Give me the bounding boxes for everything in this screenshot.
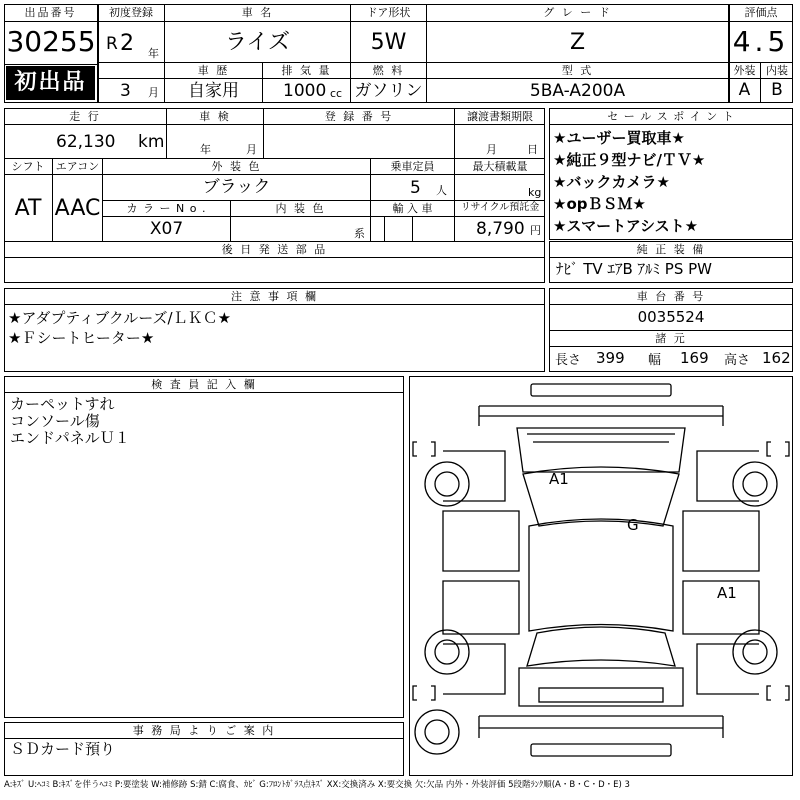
note-item: ★Ｆシートヒーター★ — [8, 329, 155, 347]
car-diagram — [409, 376, 793, 776]
fuel-label: 燃 料 — [372, 64, 405, 77]
ac-label: エアコン — [55, 160, 100, 173]
mileage-unit: km — [138, 132, 165, 152]
door-label: ドア形状 — [366, 6, 411, 19]
recycle-label: リサイクル預託金 — [460, 202, 540, 213]
name-label: 車 名 — [241, 6, 274, 19]
notes-label: 注 意 事 項 欄 — [231, 290, 318, 303]
transfer-day-unit: 日 — [527, 143, 538, 156]
damage-mark: G — [627, 516, 639, 534]
first-listing-text: 初出品 — [14, 70, 87, 95]
damage-mark: A1 — [549, 470, 569, 488]
inspection-month-unit: 月 — [246, 143, 257, 156]
import-label: 輸 入 車 — [392, 202, 433, 215]
reg-year-unit: 年 — [148, 47, 159, 60]
transfer-month-unit: 月 — [486, 143, 497, 156]
reg-month-unit: 月 — [148, 86, 159, 99]
color-no: X07 — [149, 219, 184, 239]
mileage-label: 走 行 — [69, 110, 101, 123]
width: 169 — [680, 349, 709, 367]
equipment: ﾅﾋﾞ TV ｴｱB ｱﾙﾐ PS PW — [556, 260, 712, 278]
history-label: 車 歴 — [197, 64, 230, 77]
ext-grade: A — [738, 80, 751, 100]
capacity-label: 乗車定員 — [390, 160, 435, 173]
exterior-color: ブラック — [202, 177, 271, 197]
reg-label: 初度登録 — [109, 6, 153, 19]
ac: AAC — [54, 196, 101, 221]
inspection-label: 車 検 — [199, 110, 231, 123]
shift: AT — [14, 196, 42, 221]
dims-label: 諸 元 — [655, 332, 687, 345]
load-label: 最大積載量 — [472, 160, 528, 173]
recycle-fee: 8,790 — [476, 219, 525, 239]
reg-era: R — [106, 34, 118, 54]
chassis-label: 車 台 番 号 — [636, 290, 706, 303]
fuel: ガソリン — [354, 81, 423, 101]
capacity: 5 — [410, 178, 421, 198]
interior-color-unit: 系 — [354, 227, 365, 240]
model-code: 5BA-A200A — [529, 81, 626, 101]
mileage: 62,130 — [56, 132, 116, 152]
office-note: ＳＤカード預り — [10, 740, 116, 758]
interior-color-label: 内 装 色 — [275, 202, 326, 215]
displacement: 1000 — [283, 81, 327, 101]
disp-unit: cc — [330, 87, 343, 100]
office-label: 事 務 局 よ り ご 案 内 — [132, 724, 276, 737]
sales-point: ★opＢＳＭ★ — [553, 195, 646, 213]
model-label: 型 式 — [561, 64, 594, 77]
capacity-unit: 人 — [436, 184, 447, 197]
sales-points-label: セ ー ル ス ポ イ ン ト — [607, 110, 735, 123]
height-label: 高さ — [724, 353, 751, 368]
damage-mark: A1 — [717, 584, 737, 602]
sales-point: ★スマートアシスト★ — [553, 217, 699, 235]
plate-label: 登 録 番 号 — [324, 110, 394, 123]
transfer-label: 譲渡書類期限 — [467, 110, 533, 123]
length-label: 長さ — [555, 353, 582, 368]
equipment-label: 純 正 装 備 — [636, 243, 706, 256]
sales-point: ★純正９型ナビ/ＴＶ★ — [553, 151, 706, 169]
color-label: 外 装 色 — [211, 160, 262, 173]
length: 399 — [596, 349, 625, 367]
recycle-unit: 円 — [530, 224, 541, 237]
color-no-label: カ ラ ー N o . — [126, 202, 207, 215]
chassis-number: 0035524 — [637, 308, 705, 326]
history: 自家用 — [188, 81, 239, 101]
load-unit: kg — [528, 186, 542, 199]
grade-label: グ レ ー ド — [543, 6, 612, 19]
disp-label: 排 気 量 — [281, 64, 332, 77]
sales-point: ★ユーザー買取車★ — [553, 129, 685, 147]
score: 4.5 — [732, 25, 790, 58]
int-label: 内装 — [766, 64, 788, 77]
lot-label: 出品番号 — [24, 6, 77, 19]
later-parts-label: 後 日 発 送 部 品 — [221, 243, 328, 256]
reg-month: 3 — [120, 81, 131, 101]
shift-label: シフト — [11, 160, 45, 173]
grade: Z — [569, 30, 586, 55]
legend: A:ｷｽﾞ U:ﾍｺﾐ B:ｷｽﾞを伴うﾍｺﾐ P:要塗装 W:補修跡 S:錆 C:腐食、ｶﾋﾞ G:ﾌﾛﾝﾄｶﾞﾗｽ点ｷｽﾞ XX:交換済み X:要交換 欠:欠品 内外・外装評価 5段階ﾗﾝｸ順(A・B・C・D・E) 3 — [4, 780, 630, 790]
car-name: ライズ — [224, 30, 291, 55]
int-grade: B — [771, 80, 783, 100]
inspector-label: 検 査 員 記 入 欄 — [151, 378, 257, 391]
inspection-year-unit: 年 — [200, 143, 211, 156]
width-label: 幅 — [648, 353, 662, 368]
inspector-item: エンドパネルＵ１ — [10, 429, 130, 447]
score-label: 評価点 — [744, 6, 778, 19]
inspector-item: カーペットすれ — [10, 395, 115, 413]
height: 162 — [762, 349, 791, 367]
lot-number: 30255 — [6, 25, 96, 58]
sales-point: ★バックカメラ★ — [553, 173, 670, 191]
door-type: 5W — [370, 30, 407, 55]
inspector-item: コンソール傷 — [10, 412, 100, 430]
reg-year: 2 — [120, 31, 134, 56]
note-item: ★アダプティブクルーズ/ＬＫＣ★ — [8, 309, 232, 327]
ext-label: 外装 — [733, 64, 756, 77]
